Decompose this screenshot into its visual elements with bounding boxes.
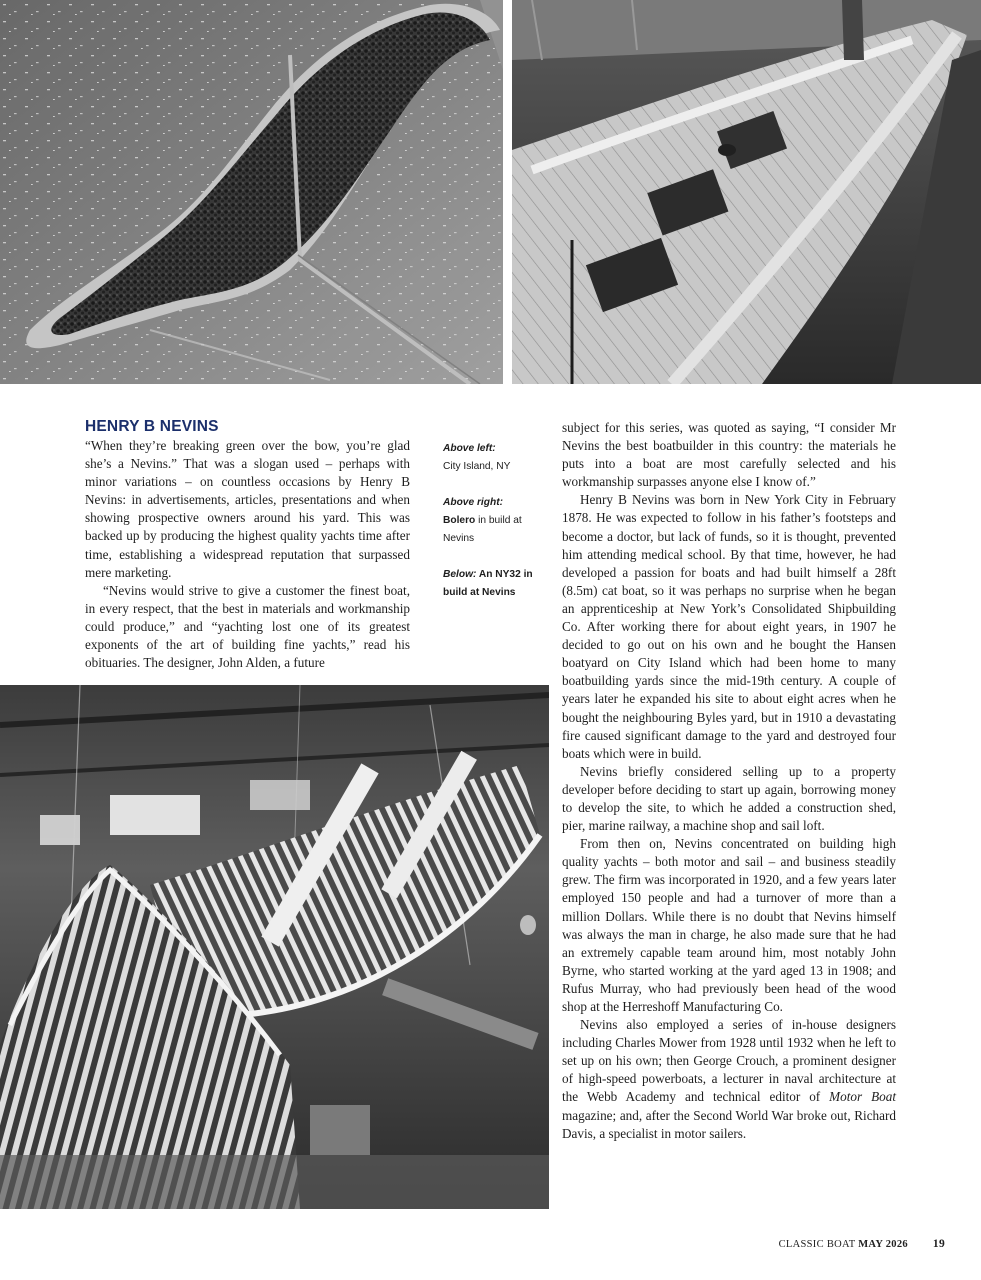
photo-ny32-in-build (0, 685, 549, 1209)
magazine-title-italic: Motor Boat (829, 1089, 896, 1105)
caption-text: City Island, NY (443, 461, 511, 472)
paragraph-text: magazine; and, after the Second World War broke out, Richard Davis, a specialist in motor sailers. (562, 1107, 896, 1141)
page-footer (779, 1238, 945, 1250)
article-title: HENRY B NEVINS (85, 418, 219, 435)
caption-below (443, 566, 543, 602)
caption-text: in build at Nevins (443, 515, 522, 544)
page-number: 19 (932, 1238, 945, 1250)
photo-captions (443, 440, 543, 620)
photo-bolero-in-build (512, 0, 981, 384)
magazine-name: CLASSIC BOAT (778, 1239, 856, 1250)
caption-text: An NY32 in build at Nevins (443, 569, 533, 598)
article-paragraph (562, 1016, 896, 1143)
bolero-photo-graphic (512, 0, 981, 384)
article-paragraph: Nevins briefly considered selling up to a property developer before deciding to start up again, borrowing money to develop the site, to which he added a construction shed, pier, marine railway, a machine shop and sail loft. (562, 763, 896, 834)
article-paragraph: From then on, Nevins concentrated on building high quality yachts – both motor and sail – and business steadily grew. The firm was incorporated in 1920, and a few years later employed 150 people and had a turnover of more than a million Dollars. While there is no doubt that Nevins himself was always the man in charge, he also made sure that he had an extremely capable team around him, most notably John Byrne, who started working at the yard aged 13 in 1908; and Rufus Murray, who had previously been head of the wood shop at the Herreshoff Manufacturing Co. (562, 836, 896, 1014)
article-left-column (85, 437, 410, 672)
caption-lead: Above right: (443, 497, 503, 508)
article-paragraph: Henry B Nevins was born in New York City in February 1878. He was expected to follow in his father’s footsteps and become a doctor, but lack of funds, so it is thought, prevented him attending medical school. By that time, however, he had developed a passion for boats and had built himself a 28ft (8.5m) cat boat, so it was perhaps no surprise when he began an apprenticeship at New York’s Consolidated Shipbuilding Co. After working there for about eight years, in 1907 he decided to go out on his own and he bought the Hansen boatyard on City Island which had been home to many boatbuilding yards since the mid-19th century. A couple of years later he expanded his site to about eight acres when he bought the neighbouring Byles yard, but in 1910 a devastating fire caused significant damage to the yard and destroyed four boats which were in build. (562, 492, 896, 761)
caption-boat-name: Bolero (443, 515, 476, 526)
ny32-photo-graphic (0, 685, 549, 1209)
paragraph-text: Nevins also employed a series of in-house designers including Charles Mower from 1928 until 1932 when he left to set up on his own; then George Crouch, a prominent designer of high-speed powerboats, a lecturer in naval architecture at the Webb Academy and technical editor of (562, 1017, 896, 1105)
photo-aerial-city-island (0, 0, 503, 384)
caption-above-left (443, 440, 543, 476)
article-paragraph-continued: subject for this series, was quoted as saying, “I consider Mr Nevins the best boatbuilder in this country: the materials he puts into a boat are most carefully selected and his workmanship surpasses anyone else I know of.” (562, 420, 896, 490)
caption-above-right (443, 494, 543, 548)
issue-date: MAY 2026 (858, 1239, 908, 1250)
article-paragraph: “Nevins would strive to give a customer the finest boat, in every respect, that the best in materials and workmanship could produce,” and “yachting lost one of its greatest exponents of the art of building fine yachts,” read his obituaries. The designer, John Alden, a future (85, 582, 410, 671)
caption-lead: Above left: (443, 443, 496, 454)
article-right-column (562, 419, 896, 1143)
aerial-photo-graphic (0, 0, 503, 384)
article-paragraph: “When they’re breaking green over the bow, you’re glad she’s a Nevins.” That was a slogan used – perhaps with minor variations – on countless occasions by Henry B Nevins: in advertisements, articles, presentations and when showing prospective owners around his yard. This was backed up by producing the highest quality yachts time after time, establishing a widespread reputation that surpassed mere marketing. (85, 438, 410, 580)
caption-lead: Below: (443, 569, 477, 580)
